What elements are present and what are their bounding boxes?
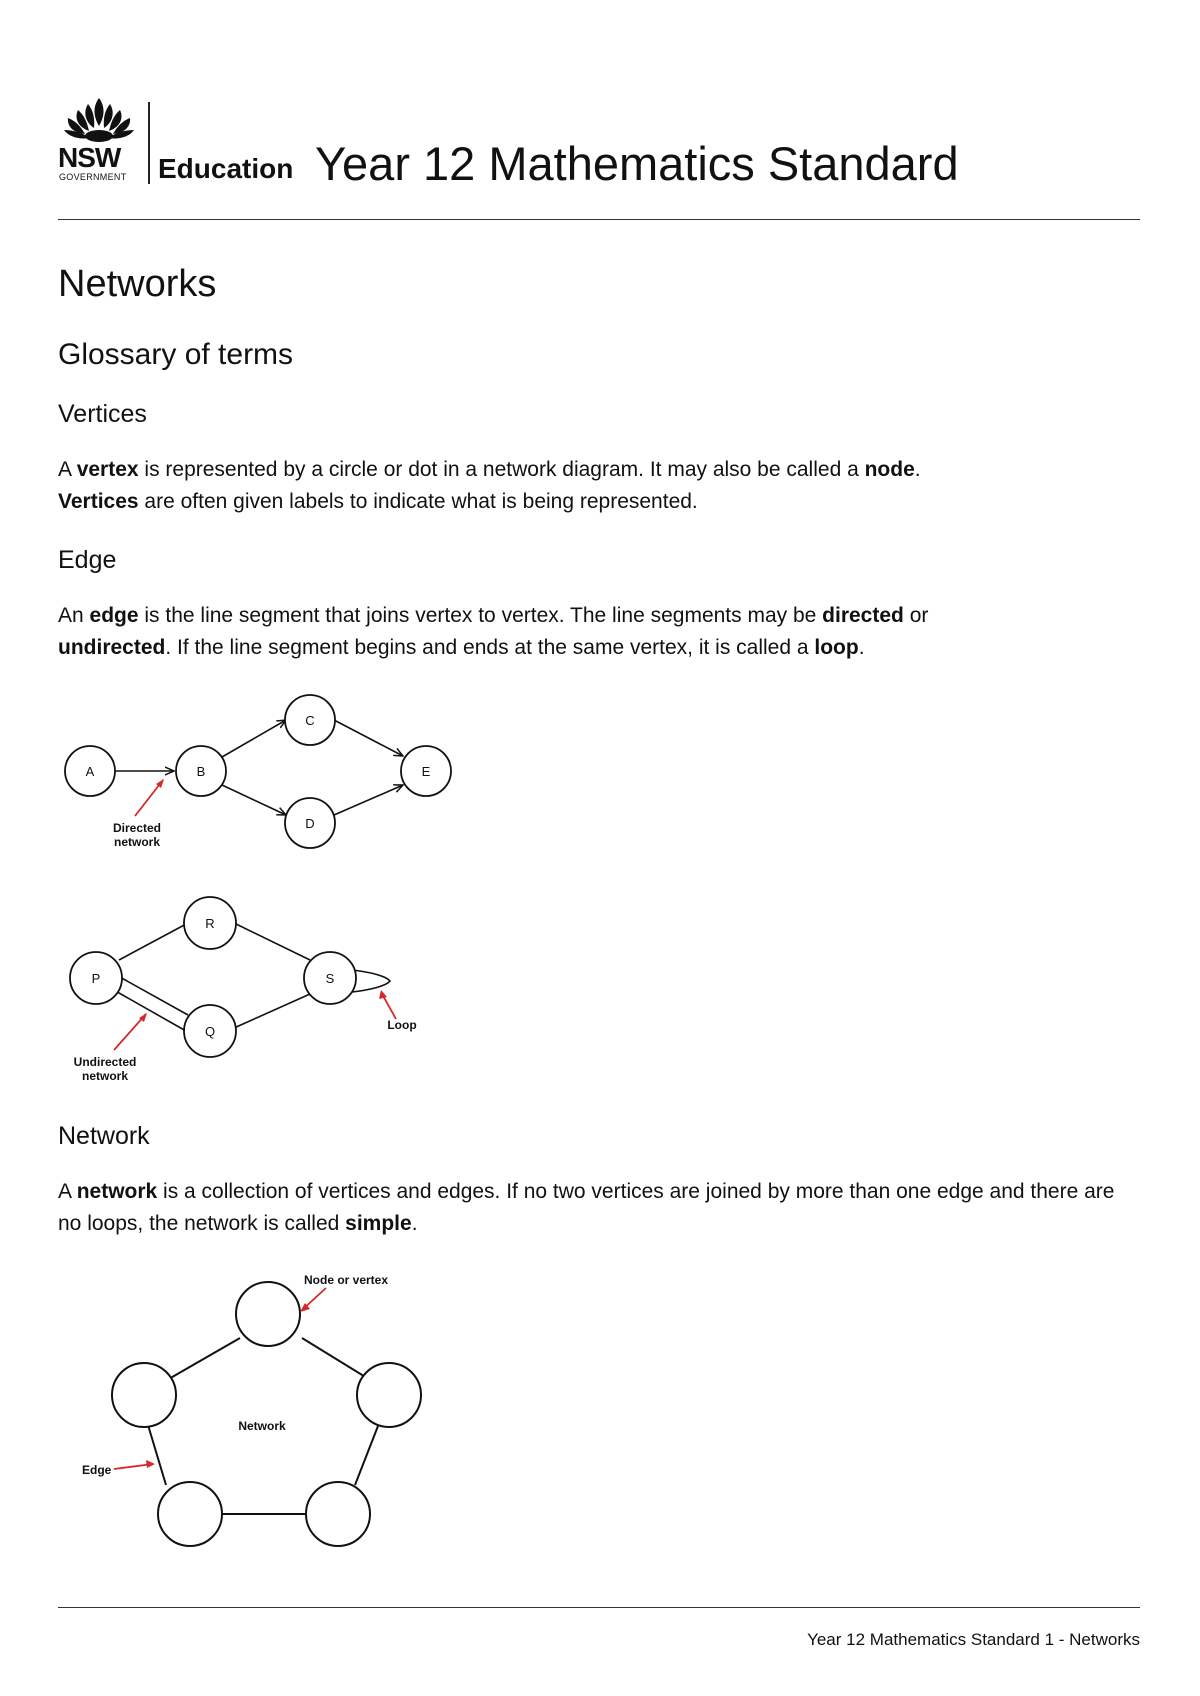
logo-nsw-text: NSW [58,142,121,173]
section-title: Glossary of terms [58,338,294,371]
simple-network-diagram [0,1270,480,1560]
pentagon-node-top [236,1282,300,1346]
waratah-icon [58,96,140,144]
edge-d-e [334,785,403,815]
node-e-label: E [421,764,431,779]
footer-text: Year 12 Mathematics Standard 1 - Networks [807,1630,1140,1649]
edge-r-s [234,923,310,960]
node-b-label: B [196,764,206,779]
vertices-heading: Vertices [58,400,147,428]
node-r-label: R [205,916,215,931]
edge-p-q-2 [112,989,186,1031]
edge-b-c [222,720,286,757]
node-d-label: D [305,816,315,831]
document-title: Year 12 Mathematics Standard [315,137,959,190]
directed-callout-line2: network [113,835,161,849]
document-header [58,96,1140,192]
undirected-callout-line1: Undirected [73,1055,137,1069]
pentagon-edge-4 [355,1426,378,1485]
page-title: Networks [58,263,217,305]
node-q-label: Q [204,1024,216,1039]
pentagon-node-bottom-left [158,1482,222,1546]
edge-heading: Edge [58,546,117,574]
pentagon-node-bottom-right [306,1482,370,1546]
directed-network-diagram [0,680,480,860]
edge-b-d [222,785,286,815]
pentagon-node-left [112,1363,176,1427]
edge-c-e [334,720,403,756]
edge-p-q-1 [118,976,188,1015]
node-c-label: C [305,713,315,728]
node-p-label: P [91,971,101,986]
vertices-paragraph: A vertex is represented by a circle or dot in a network diagram. It may also be called a node. Vertices are often given labels to indicate what is being represented. [58,458,921,513]
logo-government-text: GOVERNMENT [59,172,127,182]
pentagon-node-right [357,1363,421,1427]
edge-paragraph: An edge is the line segment that joins vertex to vertex. The line segments may be directed or undirected. If the line segment begins and ends at the same vertex, it is called a loop. [58,604,929,659]
loop-s [352,970,390,992]
node-s-label: S [325,971,335,986]
network-center-label: Network [238,1419,286,1433]
undirected-callout-line2: network [81,1069,129,1083]
network-heading: Network [58,1122,150,1150]
pentagon-edge-2 [302,1338,367,1378]
node-a-label: A [85,764,95,779]
footer-rule [58,1607,1140,1608]
nsw-government-logo [58,96,140,188]
edge-p-r [119,923,188,960]
header-rule [58,219,1140,220]
directed-callout-line1: Directed [112,821,162,835]
pentagon-edge-3 [148,1425,166,1485]
network-paragraph: A network is a collection of vertices and edges. If no two vertices are joined by more than one edge and there are no loops, the network is called simple. [58,1180,1115,1235]
pentagon-edge-1 [167,1338,240,1380]
edge-q-s [234,994,310,1028]
loop-label: Loop [387,1018,417,1032]
edge-label: Edge [82,1463,112,1477]
logo-education-text: Education [158,153,294,184]
logo-divider [148,102,150,184]
undirected-network-diagram [0,890,480,1090]
node-vertex-label: Node or vertex [304,1273,389,1287]
